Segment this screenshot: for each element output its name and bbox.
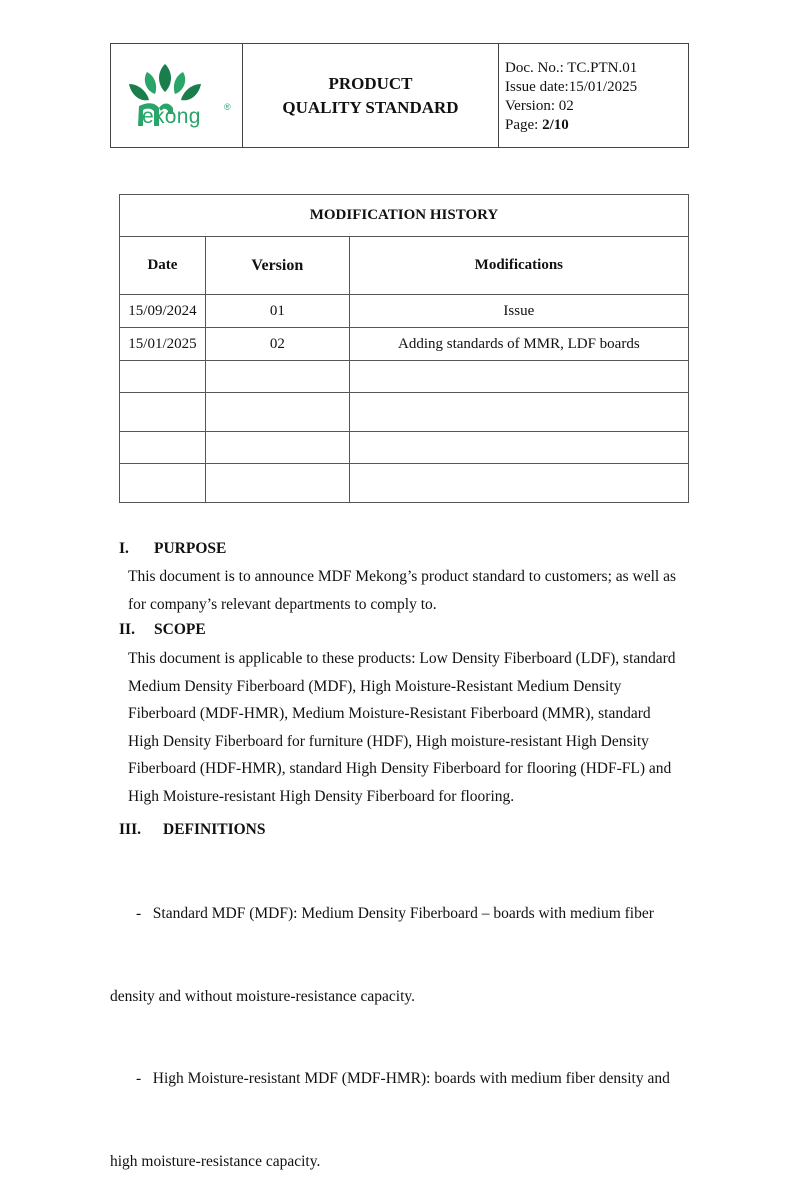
table-row xyxy=(120,328,689,361)
logo-wordmark: ekong xyxy=(142,105,201,128)
table-row xyxy=(120,464,689,503)
cell-modifications xyxy=(349,464,688,503)
paragraph-line: Fiberboard (HDF-HMR), standard High Density Fiberboard for flooring (HDF-FL) and xyxy=(128,760,672,777)
cell-date xyxy=(120,361,206,393)
section-title: SCOPE xyxy=(154,621,206,638)
paragraph-line: for company’s relevant departments to comply to. xyxy=(128,595,437,613)
cell-version xyxy=(205,464,349,503)
definition-line: - High Moisture-resistant MDF (MDF-HMR): boards with medium fiber density and xyxy=(136,1070,670,1087)
purpose-paragraph xyxy=(128,563,676,618)
paragraph-line: High Density Fiberboard for furniture (HDF), High moisture-resistant High Density xyxy=(128,732,649,750)
column-header-date: Date xyxy=(120,237,206,295)
cell-date xyxy=(120,393,206,432)
section-number: II. xyxy=(119,621,135,638)
cell-date: 15/01/2025 xyxy=(120,328,206,361)
section-purpose-heading xyxy=(119,540,226,558)
definition-line: high moisture-resistance capacity. xyxy=(110,1152,321,1170)
cell-modifications: Adding standards of MMR, LDF boards xyxy=(349,328,688,361)
paragraph-line: Fiberboard (MDF-HMR), Medium Moisture-Resistant Fiberboard (MMR), standard xyxy=(128,705,651,722)
table-row xyxy=(120,432,689,464)
section-number: III. xyxy=(119,821,141,838)
paragraph-line: High Moisture-resistant High Density Fiberboard for flooring. xyxy=(128,787,515,805)
section-title: PURPOSE xyxy=(154,540,227,557)
title-line-1: PRODUCT xyxy=(328,73,413,93)
section-number: I. xyxy=(119,540,129,557)
cell-version: 02 xyxy=(205,328,349,361)
logo-cell xyxy=(111,44,243,147)
doc-version: Version: 02 xyxy=(505,98,574,114)
section-definitions-heading xyxy=(119,821,266,839)
cell-date: 15/09/2024 xyxy=(120,295,206,328)
document-meta xyxy=(499,44,688,147)
cell-version xyxy=(205,393,349,432)
table-row xyxy=(120,361,689,393)
paragraph-line: Medium Density Fiberboard (MDF), High Moisture-Resistant Medium Density xyxy=(128,677,622,695)
table-row xyxy=(120,295,689,328)
definition-line: - Standard MDF (MDF): Medium Density Fiberboard – boards with medium fiber xyxy=(136,905,654,922)
issue-date: Issue date:15/01/2025 xyxy=(505,79,638,95)
title-line-2: QUALITY STANDARD xyxy=(282,97,459,117)
document-title xyxy=(243,44,499,147)
page-label: Page: xyxy=(505,117,543,133)
cell-version xyxy=(205,432,349,464)
section-scope-heading xyxy=(119,621,206,639)
modification-history-table xyxy=(119,194,689,503)
cell-modifications xyxy=(349,432,688,464)
cell-version xyxy=(205,361,349,393)
scope-paragraph xyxy=(128,645,676,810)
paragraph-line: This document is to announce MDF Mekong’s product standard to customers; as well as xyxy=(128,568,677,585)
paragraph-line: This document is applicable to these products: Low Density Fiberboard (LDF), standard xyxy=(128,650,676,667)
registered-mark: ® xyxy=(224,102,231,112)
column-header-version: Version xyxy=(205,237,349,295)
doc-number: Doc. No.: TC.PTN.01 xyxy=(505,60,638,76)
table-row xyxy=(120,393,689,432)
cell-modifications xyxy=(349,393,688,432)
document-header xyxy=(110,43,689,148)
cell-date xyxy=(120,432,206,464)
definition-line: density and without moisture-resistance capacity. xyxy=(110,987,416,1005)
cell-version: 01 xyxy=(205,295,349,328)
section-title: DEFINITIONS xyxy=(163,821,266,838)
cell-date xyxy=(120,464,206,503)
cell-modifications: Issue xyxy=(349,295,688,328)
cell-modifications xyxy=(349,361,688,393)
page-number xyxy=(505,116,688,135)
table-title: MODIFICATION HISTORY xyxy=(120,195,689,237)
column-header-modifications: Modifications xyxy=(349,237,688,295)
page-value: 2/10 xyxy=(542,117,569,133)
